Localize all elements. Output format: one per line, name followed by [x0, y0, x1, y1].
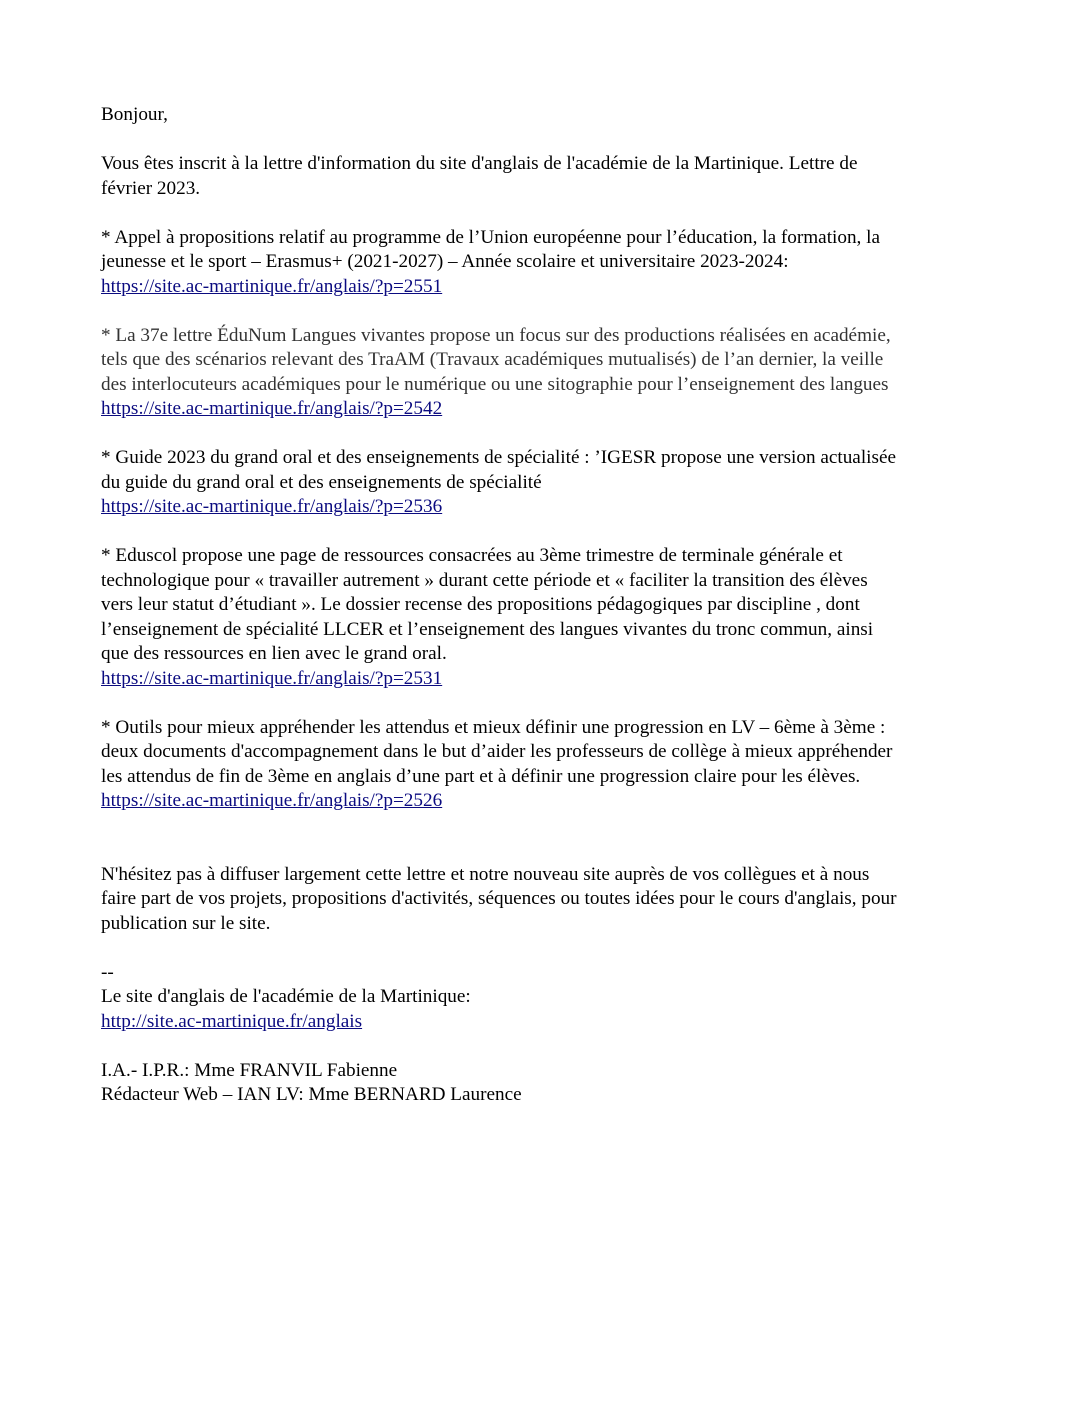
- text-line: février 2023.: [101, 177, 201, 199]
- newsletter-link[interactable]: http://site.ac-martinique.fr/anglais: [101, 1010, 363, 1032]
- text-line: --: [101, 961, 114, 983]
- newsletter-link[interactable]: https://site.ac-martinique.fr/anglais/?p=2551: [101, 275, 443, 297]
- blank-line: [101, 838, 897, 863]
- text-line: N'hésitez pas à diffuser largement cette lettre et notre nouveau site auprès de vos collègues et à nous: [101, 863, 870, 885]
- text-line: * La 37e lettre ÉduNum Langues vivantes propose un focus sur des productions réalisées en académie,: [101, 324, 891, 346]
- text-line: technologique pour « travailler autrement » durant cette période et « faciliter la transition des élèves: [101, 569, 868, 591]
- newsletter-link[interactable]: https://site.ac-martinique.fr/anglais/?p=2526: [101, 790, 443, 811]
- text-line: faire part de vos projets, propositions d'activités, séquences ou toutes idées pour le cours d'anglais, pour: [101, 888, 897, 909]
- text-line: du guide du grand oral et des enseignements de spécialité: [101, 471, 542, 493]
- text-line: des interlocuteurs académiques pour le numérique ou une sitographie pour l’enseignement des langues: [101, 373, 889, 395]
- blank-line: [101, 814, 897, 839]
- newsletter-link[interactable]: https://site.ac-martinique.fr/anglais/?p=2542: [101, 398, 443, 419]
- link-line: [101, 789, 897, 814]
- blank-line: [101, 936, 897, 961]
- text-line: publication sur le site.: [101, 912, 271, 934]
- text-line: * Outils pour mieux appréhender les attendus et mieux définir une progression en LV – 6ème à 3ème :: [101, 716, 886, 738]
- blank-line: [101, 299, 897, 324]
- newsletter-link[interactable]: https://site.ac-martinique.fr/anglais/?p=2536: [101, 496, 443, 517]
- text-line: tels que des scénarios relevant des TraAM (Travaux académiques mutualisés) de l’an dernier, la veille: [101, 349, 884, 370]
- text-line: * Eduscol propose une page de ressources consacrées au 3ème trimestre de terminale générale et: [101, 545, 843, 566]
- text-line: vers leur statut d’étudiant ». Le dossier recense des propositions pédagogiques par discipline , dont: [101, 594, 860, 615]
- blank-line: [101, 128, 897, 153]
- blank-line: [101, 691, 897, 716]
- link-line: [101, 1010, 897, 1035]
- blank-line: [101, 422, 897, 447]
- text-line: les attendus de fin de 3ème en anglais d’une part et à définir une progression claire pour les élèves.: [101, 765, 861, 787]
- text-line: * Guide 2023 du grand oral et des enseignements de spécialité : ’IGESR propose une version actualisée: [101, 447, 896, 468]
- link-line: [101, 275, 897, 300]
- text-line: Le site d'anglais de l'académie de la Martinique:: [101, 986, 471, 1007]
- newsletter-body: [101, 103, 897, 1108]
- text-line: jeunesse et le sport – Erasmus+ (2021-2027) – Année scolaire et universitaire 2023-2024:: [101, 251, 789, 272]
- link-line: [101, 667, 897, 692]
- text-line: Rédacteur Web – IAN LV: Mme BERNARD Laurence: [101, 1084, 522, 1105]
- link-line: [101, 495, 897, 520]
- text-line: deux documents d'accompagnement dans le but d’aider les professeurs de collège à mieux appréhender: [101, 741, 893, 762]
- text-line: Vous êtes inscrit à la lettre d'information du site d'anglais de l'académie de la Martinique. Lettre de: [101, 153, 858, 174]
- text-line: que des ressources en lien avec le grand oral.: [101, 643, 447, 664]
- text-line: * Appel à propositions relatif au programme de l’Union européenne pour l’éducation, la formation, la: [101, 226, 880, 248]
- text-line: Bonjour,: [101, 104, 168, 125]
- newsletter-link[interactable]: https://site.ac-martinique.fr/anglais/?p=2531: [101, 667, 443, 689]
- link-line: [101, 397, 897, 422]
- text-line: I.A.- I.P.R.: Mme FRANVIL Fabienne: [101, 1059, 398, 1081]
- blank-line: [101, 1034, 897, 1059]
- blank-line: [101, 520, 897, 545]
- text-line: l’enseignement de spécialité LLCER et l’enseignement des langues vivantes du tronc commun, ainsi: [101, 618, 874, 640]
- blank-line: [101, 201, 897, 226]
